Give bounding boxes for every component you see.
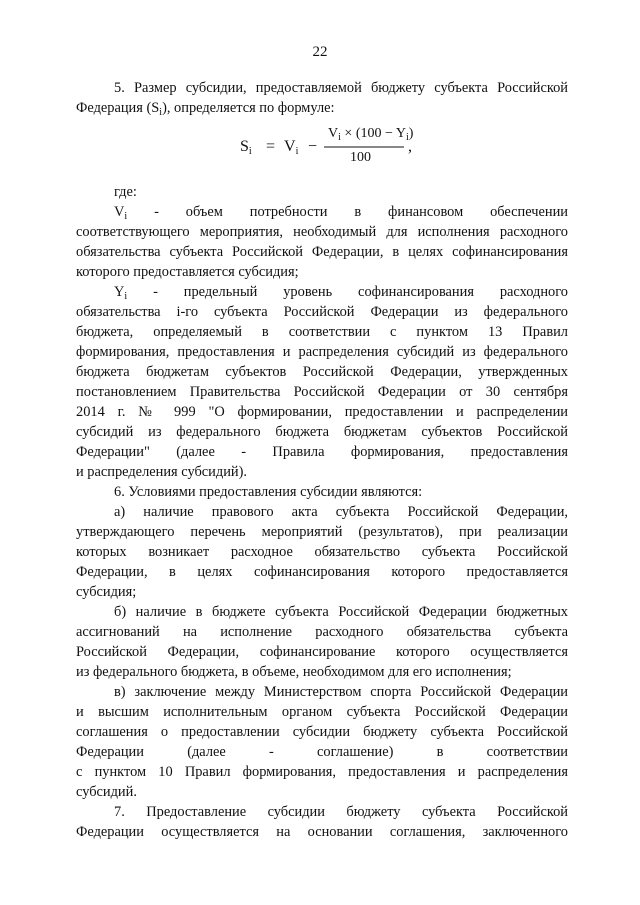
paragraph-line: в) заключение между Министерством спорта Российской Федерации	[114, 684, 568, 700]
paragraph-line: Федерации, в целях софинансирования которого предоставляется	[76, 564, 568, 580]
formula-numerator: $V_i \times (100 - Y_i)$	[328, 126, 414, 143]
paragraph-line: из федерального бюджета, в объеме, необходимом для его исполнения;	[76, 664, 512, 680]
paragraph-line: где:	[114, 184, 137, 200]
paragraph-line: соглашения о предоставлении субсидии бюджету субъекта Российской	[76, 724, 568, 740]
paragraph-line: 5. Размер субсидии, предоставляемой бюджету субъекта Российской	[114, 80, 568, 96]
formula-minus: −	[308, 138, 318, 155]
paragraph-line: Федерации" (далее - Правила формирования, предоставления	[76, 444, 568, 460]
subsidy-formula	[236, 126, 426, 170]
paragraph-line: 7. Предоставление субсидии бюджету субъекта Российской	[114, 804, 568, 820]
paragraph-line: которого предоставляется субсидия;	[76, 264, 299, 280]
paragraph-line: Федерация $(S_i)$, определяется по формуле:	[76, 100, 335, 118]
paragraph-line: 2014 г. № 999 "О формировании, предоставлении и распределении	[76, 404, 568, 420]
paragraph-line: субсидия;	[76, 584, 137, 600]
paragraph-line: с пунктом 10 Правил формирования, предоставления и распределения	[76, 764, 568, 780]
paragraph-line: Российской Федерации, софинансирование которого осуществляется	[76, 644, 568, 660]
paragraph-line: $Y_i$ - предельный уровень софинансирования расходного	[114, 284, 568, 302]
formula-lhs: $S_i$	[240, 138, 252, 157]
paragraph-line: формирования, предоставления и распределения субсидий из федерального	[76, 344, 568, 360]
formula-comma: ,	[408, 138, 412, 155]
paragraph-line: которых возникает расходное обязательство субъекта Российской	[76, 544, 568, 560]
paragraph-line: субсидий из федерального бюджета бюджетам субъектов Российской	[76, 424, 568, 440]
paragraph-line: Федерации осуществляется на основании соглашения, заключенного	[76, 824, 568, 840]
paragraph-line: б) наличие в бюджете субъекта Российской Федерации бюджетных	[114, 604, 568, 620]
formula-equals: =	[266, 138, 276, 155]
paragraph-line: соответствующего мероприятия, необходимый для исполнения расходного	[76, 224, 568, 240]
formula-denominator: 100	[350, 150, 371, 165]
paragraph-line: обязательства i-го субъекта Российской Федерации из федерального	[76, 304, 568, 320]
paragraph-line: Федерации (далее - соглашение) в соответствии	[76, 744, 568, 760]
paragraph-line: утверждающего перечень мероприятий (результатов), при реализации	[76, 524, 568, 540]
paragraph-line: субсидий.	[76, 784, 137, 800]
paragraph-line: $V_i$ - объем потребности в финансовом обеспечении	[114, 204, 568, 222]
paragraph-line: и высшим исполнительным органом субъекта Российской Федерации	[76, 704, 568, 720]
paragraph-line: постановлением Правительства Российской Федерации от 30 сентября	[76, 384, 568, 400]
paragraph-line: бюджета, определяемый в соответствии с пунктом 13 Правил	[76, 324, 568, 340]
paragraph-line: ассигнований на исполнение расходного обязательства субъекта	[76, 624, 568, 640]
page-number: 22	[312, 44, 328, 60]
paragraph-line: и распределения субсидий).	[76, 464, 247, 480]
formula-v: $V_i$	[284, 138, 299, 157]
paragraph-line: бюджета бюджетам субъектов Российской Федерации, утвержденных	[76, 364, 568, 380]
paragraph-line: обязательства субъекта Российской Федерации, в целях софинансирования	[76, 244, 568, 260]
fraction-bar	[324, 146, 404, 148]
paragraph-line: 6. Условиями предоставления субсидии являются:	[114, 484, 423, 500]
paragraph-line: а) наличие правового акта субъекта Российской Федерации,	[114, 504, 568, 520]
